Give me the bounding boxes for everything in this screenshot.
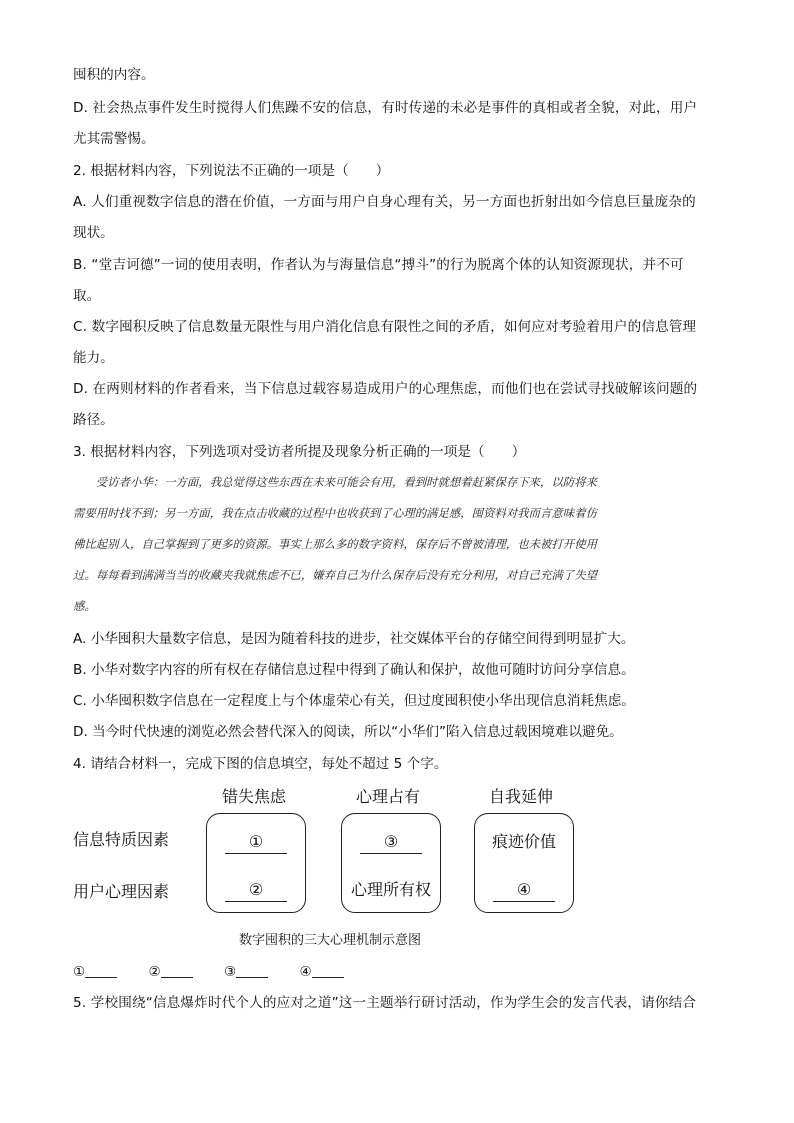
blank-3[interactable]: ③: [360, 832, 422, 854]
interview-quote-line: 受访者小华：一方面，我总觉得这些东西在未来可能会有用，看到时就想着赶紧保存下来，以防将来: [73, 475, 597, 489]
option-d-line: D. 当今时代快速的浏览必然会替代深入的阅读，所以“小华们”陷入信息过载困境难以避免。: [73, 724, 623, 740]
diagram-header: 错失焦虑: [222, 787, 287, 806]
option-b-line: B. 小华对数字内容的所有权在存储信息过程中得到了确认和保护，故他可随时访问分享信息。: [73, 662, 635, 678]
question-4-stem: 4. 请结合材料一，完成下图的信息填空，每处不超过 5 个字。: [73, 756, 448, 772]
answer-label: ④: [299, 964, 312, 980]
diagram-box: [206, 813, 306, 913]
question-5-stem: 5. 学校围绕“信息爆炸时代个人的应对之道”这一主题举行研讨活动，作为学生会的发言代表，请你结合: [73, 995, 697, 1011]
answer-blank[interactable]: [161, 963, 193, 978]
option-c-line: C. 小华囤积数字信息在一定程度上与个体虚荣心有关，但过度囤积使小华出现信息消耗焦虑。: [73, 693, 635, 709]
diagram-row-label: 信息特质因素: [73, 830, 170, 849]
diagram-caption: 数字囤积的三大心理机制示意图: [239, 933, 422, 948]
option-a-line: A. 人们重视数字信息的潜在价值，一方面与用户自身心理有关，另一方面也折射出如今信息巨量庞杂的: [73, 194, 696, 210]
answer-blank[interactable]: [312, 963, 344, 978]
option-a-line: A. 小华囤积大量数字信息，是因为随着科技的进步，社交媒体平台的存储空间得到明显扩大。: [73, 631, 635, 647]
option-c-line: C. 数字囤积反映了信息数量无限性与用户消化信息有限性之间的矛盾，如何应对考验着用户的信息管理: [73, 319, 697, 335]
option-d-line: D. 在两则材料的作者看来，当下信息过载容易造成用户的心理焦虑，而他们也在尝试寻找破解该问题的: [73, 381, 698, 397]
interview-quote-line: 感。: [73, 599, 96, 613]
answer-blank[interactable]: [236, 963, 268, 978]
text-line: 能力。: [73, 350, 114, 366]
blank-4[interactable]: ④: [493, 880, 555, 902]
answer-label: ②: [148, 964, 161, 980]
text-line: 囤积的内容。: [73, 67, 155, 83]
text-line: 取。: [73, 288, 101, 304]
interview-quote-line: 过。每每看到满满当当的收藏夹我就焦虑不已，嫌弃自己为什么保存后没有充分利用，对自己充满了失望: [73, 568, 597, 582]
diagram-header: 心理占有: [356, 787, 421, 806]
answer-label: ①: [73, 964, 86, 980]
blank-2[interactable]: ②: [225, 880, 287, 902]
box-text: 痕迹价值: [491, 832, 556, 851]
box-text: 心理所有权: [350, 880, 431, 899]
question-2-stem: 2. 根据材料内容，下列说法不正确的一项是（ ）: [73, 163, 390, 179]
interview-quote-line: 佛比起别人，自己掌握到了更多的资源。事实上那么多的数字资料，保存后不曾被清理，也未被打开使用: [73, 537, 597, 551]
text-line: 尤其需警惕。: [73, 131, 155, 147]
answer-label: ③: [224, 964, 237, 980]
interview-quote-line: 需要用时找不到；另一方面，我在点击收藏的过程中也收获到了心理的满足感，囤资料对我而言意味着仿: [73, 506, 597, 520]
question-3-stem: 3. 根据材料内容，下列选项对受访者所提及现象分析正确的一项是（ ）: [73, 444, 526, 460]
option-b-line: B. “堂吉诃德”一词的使用表明，作者认为与海量信息“搏斗”的行为脱离个体的认知资源现状，并不可: [73, 257, 684, 273]
blank-1[interactable]: ①: [225, 832, 287, 854]
answer-blank[interactable]: [85, 963, 117, 978]
diagram-box: [341, 813, 441, 913]
diagram-box: [474, 813, 574, 913]
text-line: 现状。: [73, 225, 114, 241]
diagram-row-label: 用户心理因素: [73, 882, 170, 901]
text-line: 路径。: [73, 412, 114, 428]
answer-blanks: [73, 963, 371, 981]
diagram-header: 自我延伸: [489, 787, 554, 806]
option-d-line: D. 社会热点事件发生时搅得人们焦躁不安的信息，有时传递的未必是事件的真相或者全貌，对此，用户: [73, 100, 698, 116]
